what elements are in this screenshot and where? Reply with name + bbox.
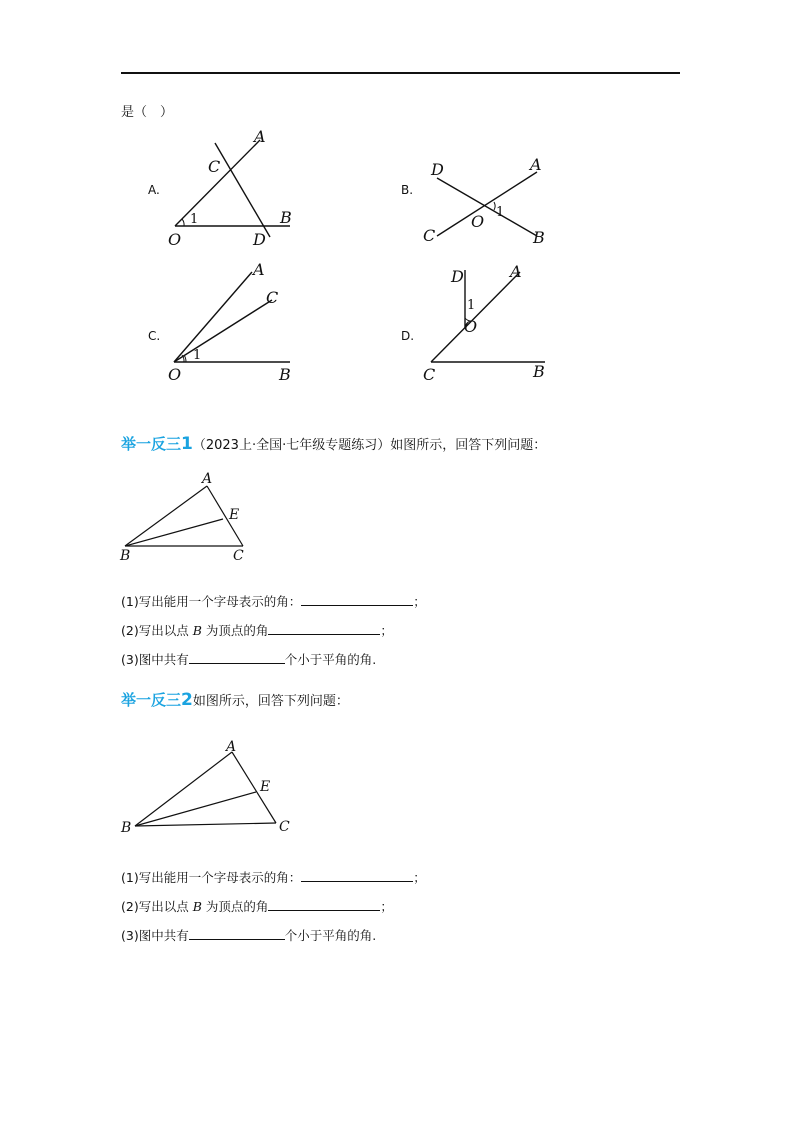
option-a-figure [160, 125, 310, 250]
answer-blank-1[interactable] [301, 595, 413, 606]
header-rule [121, 72, 680, 74]
label-b: B [280, 208, 292, 227]
q3-text: (3)图中共有 [121, 928, 189, 943]
q2-text: (2)写出以点 [121, 623, 189, 638]
exercise-source: （2023上·全国·七年级专题练习） [192, 438, 391, 453]
q3-end: 个小于平角的角. [284, 652, 377, 667]
exercise-prompt: 如图所示，回答下列问题： [192, 694, 349, 709]
angle-1-label: 1 [193, 348, 202, 363]
q1-end: ； [413, 870, 426, 885]
label-c: C [279, 819, 290, 835]
question-stem-tail: 是（ ） [121, 105, 174, 120]
option-c-letter[interactable]: C. [148, 329, 161, 343]
answer-blank-2[interactable] [268, 900, 380, 911]
answer-blank-3[interactable] [189, 929, 285, 940]
exercise-tag: 举一反三 [121, 435, 182, 453]
label-d: D [431, 160, 444, 179]
answer-blank-1[interactable] [301, 871, 413, 882]
label-e: E [260, 779, 271, 795]
option-a-letter[interactable]: A. [148, 183, 160, 197]
exercise-2-heading [121, 689, 349, 710]
label-d: D [451, 267, 464, 286]
option-c-figure [160, 258, 305, 383]
exercise-1-heading [121, 433, 546, 454]
option-b-figure [415, 150, 560, 250]
q2-end: ； [380, 623, 393, 638]
label-b: B [120, 548, 131, 564]
label-b: B [279, 365, 291, 383]
q2-var: B [192, 899, 202, 914]
angle-1-label: 1 [190, 212, 199, 227]
label-a: A [253, 260, 265, 279]
angle-1-label: 1 [496, 205, 505, 220]
exercise-tag: 举一反三 [121, 691, 182, 709]
ex1-question-2 [121, 621, 393, 639]
exercise-number: 2 [181, 690, 193, 710]
label-o: O [471, 212, 485, 231]
label-b: B [533, 362, 545, 381]
ex1-question-3 [121, 650, 376, 668]
ex2-question-1 [121, 868, 426, 886]
exercise-2-figure [115, 735, 300, 840]
option-b-letter[interactable]: B. [401, 183, 414, 197]
q1-end: ； [413, 594, 426, 609]
q2-text: (2)写出以点 [121, 899, 189, 914]
label-o: O [464, 317, 478, 336]
ex2-question-3 [121, 926, 376, 944]
q1-text: (1)写出能用一个字母表示的角： [121, 870, 302, 885]
label-o: O [168, 230, 182, 249]
q2-text-b: 为顶点的角 [205, 899, 269, 914]
exercise-1-figure [115, 468, 265, 568]
label-c: C [208, 157, 221, 176]
label-a: A [530, 155, 542, 174]
answer-blank-3[interactable] [189, 653, 285, 664]
label-c: C [266, 288, 279, 307]
angle-1-label: 1 [467, 298, 476, 313]
label-d: D [253, 230, 266, 249]
exercise-prompt: 如图所示，回答下列问题： [390, 438, 547, 453]
label-a: A [202, 471, 213, 487]
label-c: C [423, 226, 436, 245]
q3-end: 个小于平角的角. [284, 928, 377, 943]
label-b: B [121, 820, 132, 836]
label-b: B [533, 228, 545, 247]
q1-text: (1)写出能用一个字母表示的角： [121, 594, 302, 609]
option-d-letter[interactable]: D. [401, 329, 415, 343]
option-d-figure [415, 260, 560, 385]
label-c: C [233, 548, 244, 564]
q3-text: (3)图中共有 [121, 652, 189, 667]
label-o: O [168, 365, 182, 383]
q2-end: ； [380, 899, 393, 914]
ex1-question-1 [121, 592, 426, 610]
label-a: A [254, 127, 266, 146]
label-e: E [229, 507, 240, 523]
exercise-number: 1 [181, 434, 193, 454]
label-a: A [510, 262, 522, 281]
label-a: A [226, 739, 237, 755]
ex2-question-2 [121, 897, 393, 915]
answer-blank-2[interactable] [268, 624, 380, 635]
q2-text-b: 为顶点的角 [205, 623, 269, 638]
label-c: C [423, 365, 436, 384]
q2-var: B [192, 623, 202, 638]
